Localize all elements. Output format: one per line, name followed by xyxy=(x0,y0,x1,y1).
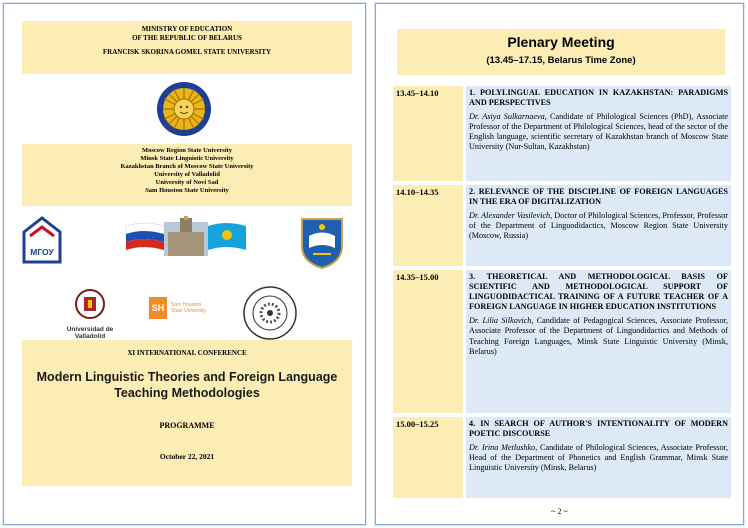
sam-houston-mark-icon: SH xyxy=(149,297,167,319)
speaker-credentials: , Candidate of Philological Sciences (PhD), Associate Professor of the Department of Philological Sciences, head of the sector of the English language, scientific secretary of Kazakhstan branch of Moscow State University (Nur-Sultan, Kazakhstan) xyxy=(469,112,728,152)
valladolid-logo xyxy=(54,289,126,340)
partner-item: Kazakhstan Branch of Moscow State University xyxy=(120,163,254,170)
flags-banner-icon xyxy=(124,216,248,258)
speaker-credentials: , Candidate of Philological Sciences, Associate Professor, Head of the Department of Phonetics and English Grammar, Minsk State Linguistic University (Minsk, Belarus) xyxy=(469,443,728,473)
ministry-header xyxy=(22,21,352,74)
ministry-line-1: MINISTRY OF EDUCATION xyxy=(141,25,233,33)
conference-title: Modern Linguistic Theories and Foreign Language Teaching Methodologies xyxy=(36,370,338,400)
session-details xyxy=(466,270,731,413)
cover-page xyxy=(3,3,366,525)
partner-item: Minsk State Linguistic University xyxy=(140,155,234,162)
programme-page xyxy=(375,3,744,525)
session-speaker xyxy=(469,316,728,356)
session-details xyxy=(466,185,731,266)
session-title: 3. THEORETICAL AND METHODOLOGICAL BASIS OF SCIENTIFIC AND METHODOLOGICAL SUPPORT OF LINGUODIDACTICAL TRAINING OF A FUTURE TEACHER OF A FOREIGN LANGUAGE IN HIGHER EDUCATION INSTITUTIONS xyxy=(469,272,728,312)
plenary-title: Plenary Meeting xyxy=(507,34,615,50)
session-speaker xyxy=(469,211,728,241)
partner-item: University of Novi Sad xyxy=(155,179,219,186)
gomel-university-emblem-icon xyxy=(156,81,212,137)
mgou-logo-icon xyxy=(20,214,64,266)
session-details xyxy=(466,86,731,181)
novi-sad-seal-icon xyxy=(242,285,298,341)
speaker-credentials: , Candidate of Pedagogical Sciences, Associate Professor, Associate Professor of the Department of Linguodidactics and Methods of Teaching Foreign Languages, Minsk State Linguistic University (Minsk, Belarus) xyxy=(469,316,728,356)
conference-date: October 22, 2021 xyxy=(159,452,215,461)
speaker-credentials: , Doctor of Philological Sciences, Professor, Professor of the Department of Linguodidactics, Moscow Region State University (Moscow, Russia) xyxy=(469,211,728,241)
partner-item: Moscow Region State University xyxy=(141,147,233,154)
sam-houston-line-1: Sam Houston xyxy=(171,302,202,308)
session-time: 15.00–15.25 xyxy=(393,417,463,498)
kazakhstan-branch-shield-icon xyxy=(299,216,345,270)
plenary-time-range: (13.45–17.15, Belarus Time Zone) xyxy=(486,55,636,66)
speaker-name: Dr. Lilia Silkovich xyxy=(469,316,532,326)
speaker-name: Dr. Irina Metlushko xyxy=(469,443,536,453)
session-time: 14.10–14.35 xyxy=(393,185,463,266)
sam-houston-line-2: State University xyxy=(171,308,207,314)
session-time: 14.35–15.00 xyxy=(393,270,463,413)
ministry-line-2: OF THE REPUBLIC OF BELARUS xyxy=(132,34,242,42)
university-name: FRANCISK SKORINA GOMEL STATE UNIVERSITY xyxy=(102,48,272,56)
valladolid-logo-text: Universidad de Valladolid xyxy=(66,326,114,340)
speaker-name: Dr. Alexander Vasilevich xyxy=(469,211,551,221)
conference-label: XI INTERNATIONAL CONFERENCE xyxy=(127,349,247,357)
sam-houston-logo-text xyxy=(171,302,206,314)
session-details xyxy=(466,417,731,498)
sam-houston-logo xyxy=(149,295,209,321)
session-row xyxy=(393,417,731,498)
partner-item: Sam Houston State University xyxy=(145,187,229,194)
session-row xyxy=(393,185,731,266)
conference-panel xyxy=(22,340,352,486)
session-row xyxy=(393,270,731,413)
session-speaker xyxy=(469,443,728,473)
programme-heading: PROGRAMME xyxy=(159,421,215,430)
partner-universities xyxy=(22,144,352,206)
partner-item: University of Valladolid xyxy=(154,171,220,178)
plenary-header xyxy=(397,29,725,75)
session-time: 13.45–14.10 xyxy=(393,86,463,181)
valladolid-crest-icon xyxy=(54,289,126,321)
page-number: ~ 2 ~ xyxy=(551,507,568,516)
session-title: 4. IN SEARCH OF AUTHOR'S INTENTIONALITY OF MODERN POETIC DISCOURSE xyxy=(469,419,728,439)
session-speaker xyxy=(469,112,728,152)
session-title: 1. POLYLINGUAL EDUCATION IN KAZAKHSTAN: PARADIGMS AND PERSPECTIVES xyxy=(469,88,728,108)
session-row xyxy=(393,86,731,181)
mgou-logo-text: МГОУ xyxy=(30,247,54,257)
session-title: 2. RELEVANCE OF THE DISCIPLINE OF FOREIGN LANGUAGES IN THE ERA OF DIGITALIZATION xyxy=(469,187,728,207)
speaker-name: Dr. Asiya Sulkarnaeva xyxy=(469,112,545,122)
